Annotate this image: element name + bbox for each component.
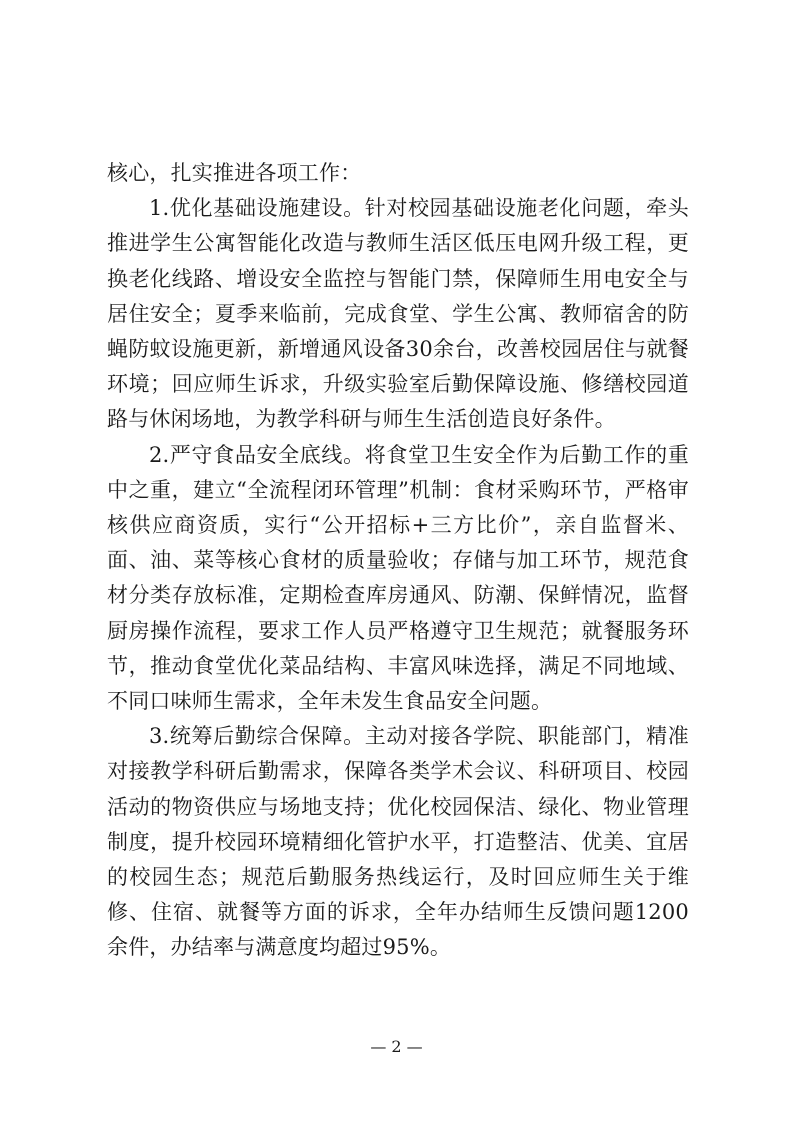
body-text: [107, 156, 689, 966]
paragraph-intro: 核心，扎实推进各项工作：: [107, 161, 362, 185]
page-number: — 2 —: [370, 1037, 423, 1056]
paragraph-food-safety: 2.严守食品安全底线。将食堂卫生安全作为后勤工作的重中之重，建立“全流程闭环管理”机制：食材采购环节，严格审核供应商资质，实行“公开招标+三方比价”，亲自监督米、面、油、菜等核心食材的质量验收；存储与加工环节，规范食材分类存放标准，定期检查库房通风、防潮、保鲜情况，监督厨房操作流程，要求工作人员严格遵守卫生规范；就餐服务环节，推动食堂优化菜品结构、丰富风味选择，满足不同地域、不同口味师生需求，全年未发生食品安全问题。: [107, 442, 689, 714]
paragraph-infrastructure: 1.优化基础设施建设。针对校园基础设施老化问题，牵头推进学生公寓智能化改造与教师生活区低压电网升级工程，更换老化线路、增设安全监控与智能门禁，保障师生用电安全与居住安全；夏季来临前，完成食堂、学生公寓、教师宿舍的防蝇防蚊设施更新，新增通风设备30余台，改善校园居住与就餐环境；回应师生诉求，升级实验室后勤保障设施、修缮校园道路与休闲场地，为教学科研与师生生活创造良好条件。: [107, 196, 689, 432]
paragraph-logistics: 3.统筹后勤综合保障。主动对接各学院、职能部门，精准对接教学科研后勤需求，保障各类学术会议、科研项目、校园活动的物资供应与场地支持；优化校园保洁、绿化、物业管理制度，提升校园环境精细化管护水平，打造整洁、优美、宜居的校园生态；规范后勤服务热线运行，及时回应师生关于维修、住宿、就餐等方面的诉求，全年办结师生反馈问题1200余件，办结率与满意度均超过95%。: [107, 724, 689, 960]
